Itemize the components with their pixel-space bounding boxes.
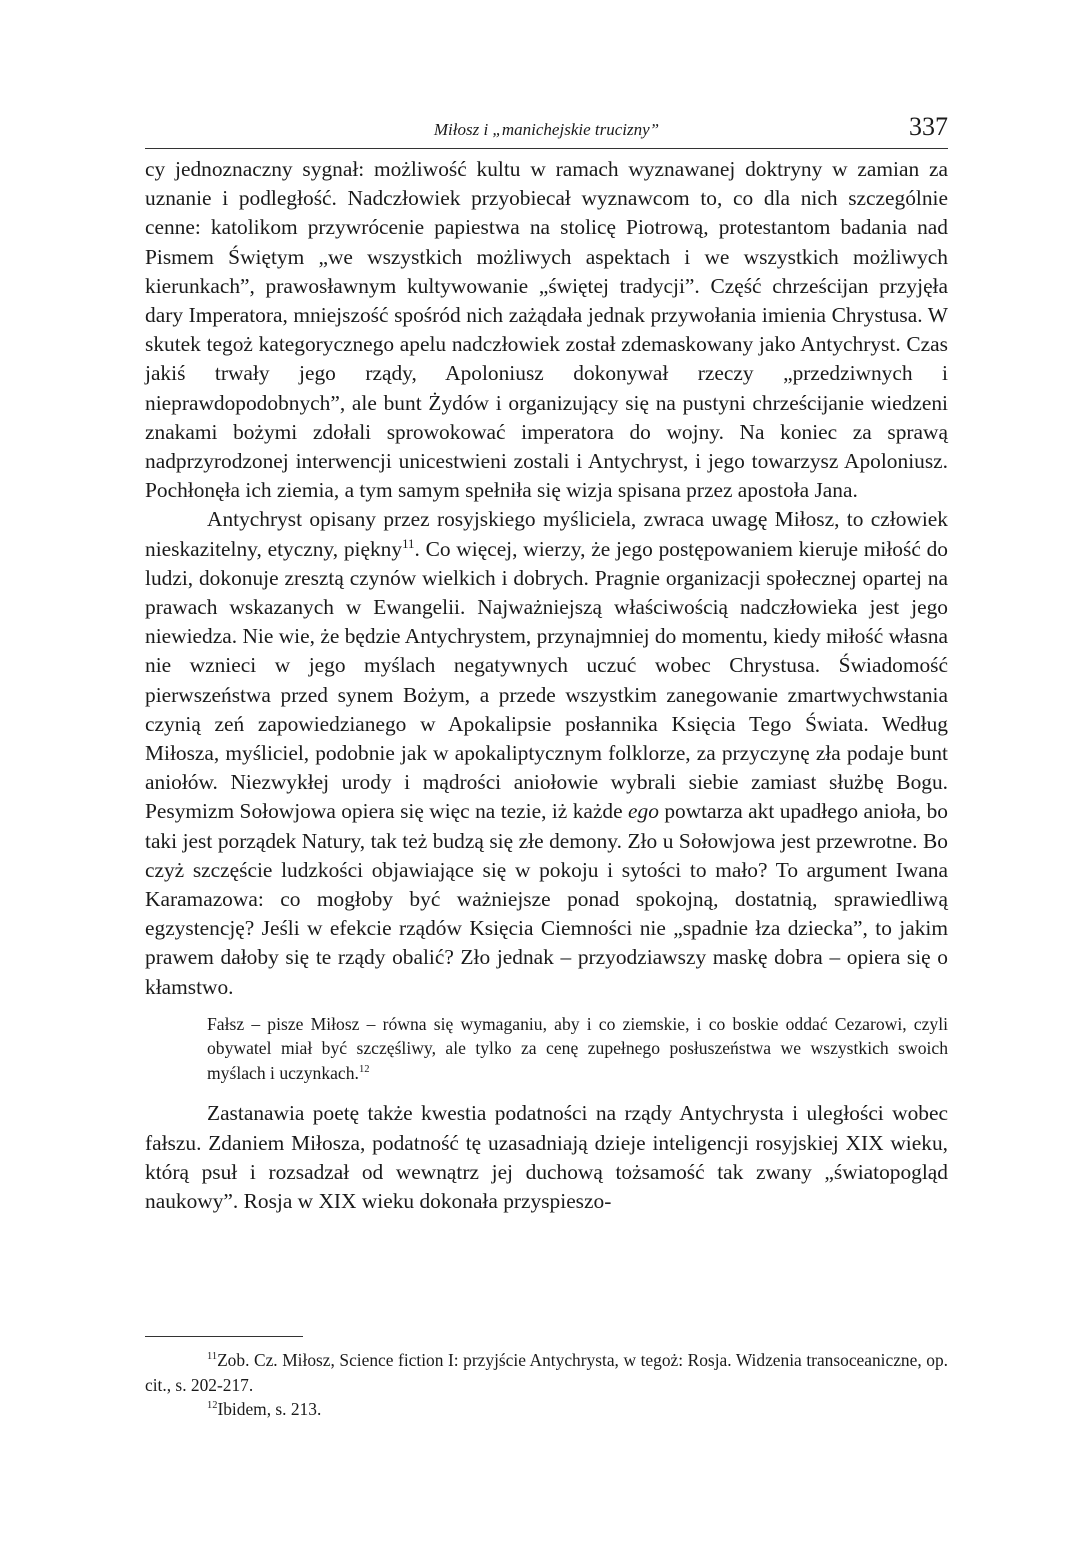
footnote-number: 11 [207,1351,218,1363]
footnote-number: 12 [207,1400,218,1412]
footnote-ref-12: 12 [358,1064,370,1076]
main-text [145,155,948,1216]
footnote-text: Ibidem, s. 213. [217,1399,322,1419]
paragraph-1-text: cy jednoznaczny sygnał: możliwość kultu w ramach wyznawanej doktryny w zamian za uznanie i podległość. Nadczłowiek przyobiecał wyznawcom to, co dla nich szczególnie cenne: katolikom przywrócenie papiestwa na stolicę Piotrową, protestantom badania nad Pismem Świętym „we wszystkich możliwych aspektach i we wszystkich możliwych kierunkach”, prawosławnym kultywowanie „świętej tradycji”. Część chrześcijan przyjęła dary Imperatora, mniejszość spośród nich zażądała jednak przywołania imienia Chrystusa. W skutek tegoż kategorycznego apelu nadczłowiek został zdemaskowany jako Antychryst. Czas jakiś trwały jego rządy, Apoloniusz dokonywał rzeczy „przedziwnych i nieprawdopodobnych”, ale bunt Żydów i organizujący się na pustyni chrześcijanie wiedzeni znakami bożymi zdołali sprowokować imperatora do wojny. Na koniec za sprawą nadprzyrodzonej interwencji unicestwieni zostali i Antychryst, i jego towarzysz Apoloniusz. Pochłonęła ich ziemia, a tym samym spełniła się wizja spisana przez apostoła Jana. [145,157,948,503]
footnote-12 [145,1397,948,1422]
footnote-text: Zob. Cz. Miłosz, Science fiction I: przyjście Antychrysta, w tegoż: Rosja. Widzenia transoceaniczne, op. cit., s. 202-217. [145,1350,948,1395]
block-quote [207,1012,948,1086]
block-quote-text: Fałsz – pisze Miłosz – równa się wymaganiu, aby i co ziemskie, i co boskie oddać Cezarowi, czyli obywatel miał być szczęśliwy, ale tylko za cenę zupełnego posłuszeństwa we wszystkich swoich myślach i uczynkach. [207,1013,948,1083]
paragraph-1 [145,155,948,505]
running-title: Miłosz i „manichejskie trucizny” [433,120,660,139]
page-number: 337 [909,112,948,141]
paragraph-3-text: Zastanawia poetę także kwestia podatności na rządy Antychrysta i uległości wobec fałszu. Zdaniem Miłosza, podatność tę uzasadniają dzieje inteligencji rosyjskiej XIX wieku, którą psuł i rozsadzał od wewnątrz jej duchową tożsamość tak zwany „światopogląd naukowy”. Rosja w XIX wieku dokonała przyspieszo- [145,1101,948,1213]
paragraph-2 [145,505,948,1001]
footnote-11 [145,1348,948,1397]
footnote-ref-11: 11 [402,536,415,551]
footnotes [145,1348,948,1422]
paragraph-2-part-c: powtarza akt upadłego anioła, bo taki jest porządek Natury, tak też budzą się złe demony. Zło u Sołowjowa jest przewrotne. Bo czyż szczęście ludzkości objawiające się w pokoju i sytości to mało? To argument Iwana Karamazowa: co mogłoby być ważniejsze ponad spokojną, dostatnią, sprawiedliwą egzystencję? Jeśli w efekcie rządów Księcia Ciemności nie „spadnie łza dziecka”, to jakim prawem dałoby się te rządy obalić? Zło jednak – przyodziawszy maskę dobra – opiera się o kłamstwo. [145,799,948,999]
paragraph-2-part-a: Antychryst opisany przez rosyjskiego myśliciela, zwraca uwagę Miłosz, to człowiek nieskazitelny, etyczny, piękny [145,507,948,561]
page-header [145,112,948,149]
paragraph-3 [145,1099,948,1216]
italic-term: ego [628,799,659,824]
paragraph-2-part-b: . Co więcej, wierzy, że jego postępowaniem kieruje miłość do ludzi, dokonuje zresztą czynów wielkich i dobrych. Pragnie organizacji społecznej opartej na prawach wskazanych w Ewangelii. Najważniejszą właściwością nadczłowieka jest jego niewiedza. Nie wie, że będzie Antychrystem, przynajmniej do momentu, kiedy miłość własna nie wznieci w jego myślach negatywnych uczuć wobec Chrystusa. Świadomość pierwszeństwa przed synem Bożym, a przede wszystkim zanegowanie zmartwychwstania czynią zeń zapowiedzianego w Apokalipsie posłannika Księcia Tego Świata. Według Miłosza, myśliciel, podobnie jak w apokaliptycznym folklorze, za przyczynę zła podaje bunt aniołów. Niezwykłej urody i mądrości aniołowie wybrali siebie zamiast służbę Bogu. Pesymizm Sołowjowa opiera się więc na tezie, iż każde [145,536,948,824]
footnote-separator [145,1336,303,1337]
